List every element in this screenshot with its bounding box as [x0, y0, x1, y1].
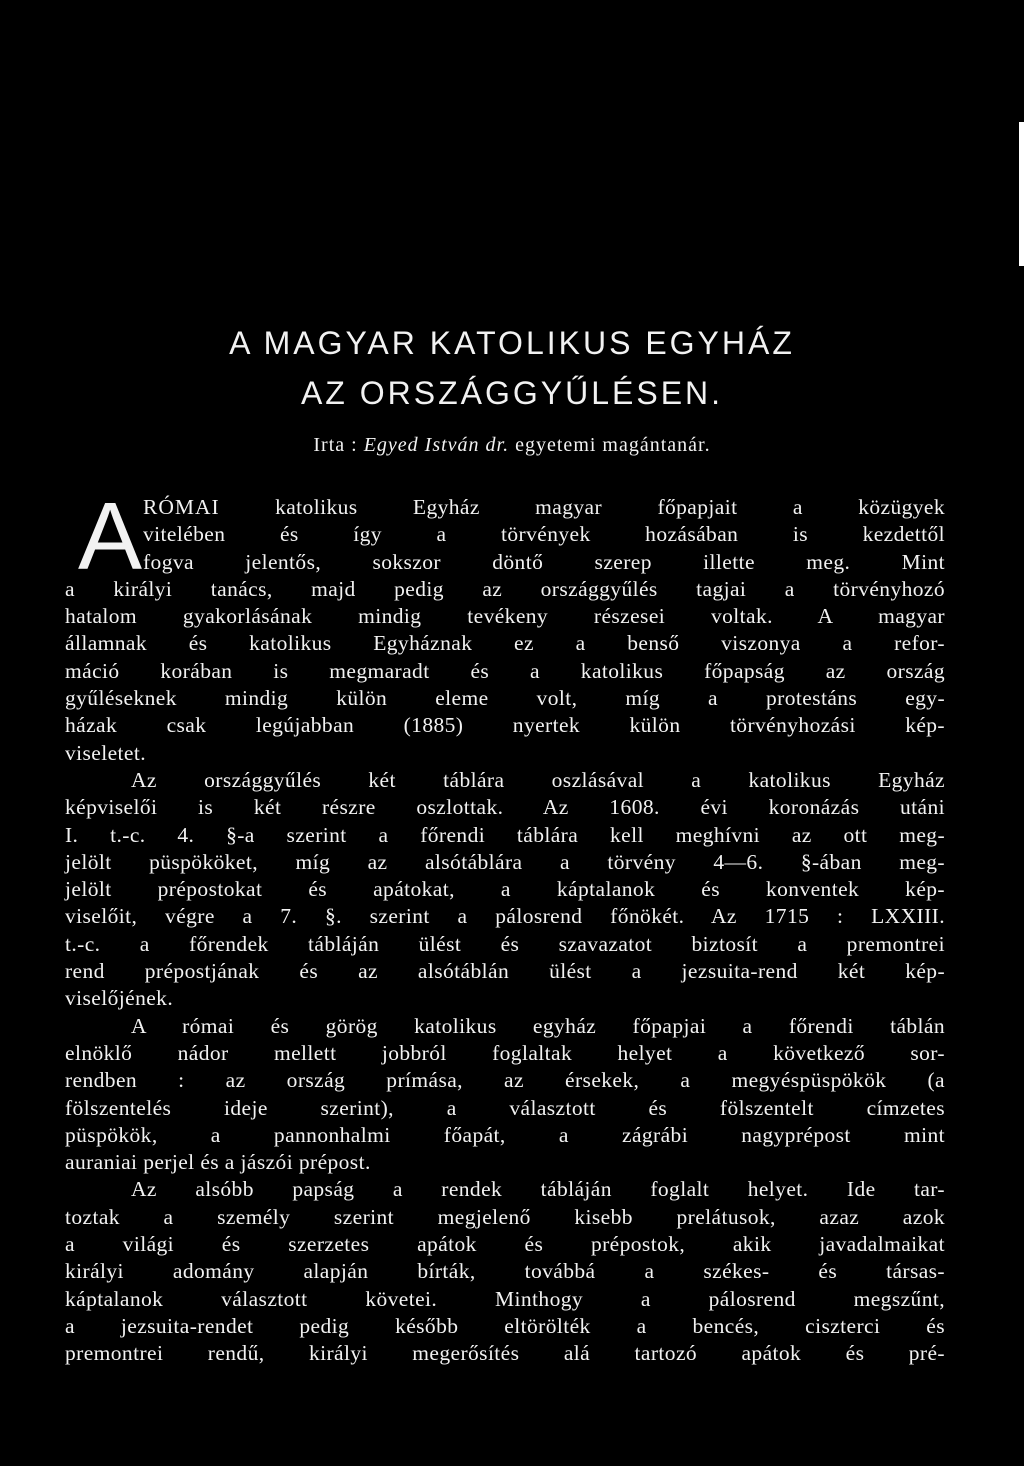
text-line: káptalanok választott követei. Minthogy a pálosrend megszűnt,: [65, 1286, 945, 1311]
text-line: királyi adomány alapján bírták, továbbá a székes- és társas-: [65, 1259, 945, 1284]
text-line: jelölt prépostokat és apátokat, a káptalanok és konventek kép-: [65, 877, 945, 902]
text-line: viselőjének.: [65, 986, 174, 1011]
text-line: jelölt püspököket, míg az alsótáblára a törvény 4—6. §-ában meg-: [65, 849, 945, 874]
text-line: toztak a személy szerint megjelenő kisebb prelátusok, azaz azok: [65, 1204, 945, 1229]
text-line: a királyi tanács, majd pedig az országgyűlés tagjai a törvényhozó: [65, 576, 945, 601]
text-line: viseletet.: [65, 740, 147, 765]
article-body: [65, 483, 945, 1368]
first-line-rest: katolikus Egyház magyar főpapjait a közügyek: [275, 495, 945, 519]
text-line: fölszentelés ideje szerint), a választott és fölszentelt címzetes: [65, 1095, 945, 1120]
text-line: A római és görög katolikus egyház főpapjai a főrendi táblán: [131, 1013, 945, 1038]
text-line: fogva jelentős, sokszor döntő szerep illette meg. Mint: [143, 549, 945, 574]
text-line: Az országgyűlés két táblára oszlásával a katolikus Egyház: [131, 767, 945, 792]
text-line: auraniai perjel és a jászói prépost.: [65, 1150, 371, 1175]
drop-cap: A: [78, 483, 143, 590]
text-line: rend prépostjának és az alsótáblán ülést a jezsuita-rend két kép-: [65, 959, 945, 984]
page-edge-mark: [1019, 122, 1024, 266]
text-line: viselőit, végre a 7. §. szerint a pálosrend főnökét. Az 1715 : LXXIII.: [65, 904, 945, 929]
text-line: vitelében és így a törvények hozásában is kezdettől: [143, 522, 945, 547]
text-line: [65, 494, 945, 521]
first-word: RÓMAI: [143, 495, 220, 519]
article-title: [0, 318, 1024, 418]
title-line-1: A MAGYAR KATOLIKUS EGYHÁZ: [229, 325, 795, 361]
byline-author: Egyed István dr.: [363, 434, 510, 456]
text-line: premontrei rendű, királyi megerősítés alá tartozó apátok és pré-: [65, 1341, 945, 1366]
text-line: I. t.-c. 4. §-a szerint a főrendi táblára kell meghívni az ott meg-: [65, 822, 945, 847]
text-line: házak csak legújabban (1885) nyertek külön törvényhozási kép-: [65, 713, 945, 738]
byline: [0, 434, 1024, 457]
byline-suffix: egyetemi magántanár.: [515, 434, 711, 456]
title-line-2: AZ ORSZÁGGYŰLÉSEN.: [300, 375, 724, 411]
text-line: hatalom gyakorlásának mindig tevékeny részesei voltak. A magyar: [65, 604, 945, 629]
text-line: máció korában is megmaradt és a katolikus főpapság az ország: [65, 658, 945, 683]
text-line: püspökök, a pannonhalmi főapát, a zágrábi nagyprépost mint: [65, 1122, 945, 1147]
text-line: a jezsuita-rendet pedig később eltörölték a bencés, ciszterci és: [65, 1313, 945, 1338]
text-line: gyűléseknek mindig külön eleme volt, míg a protestáns egy-: [65, 686, 945, 711]
text-line: t.-c. a főrendek tábláján ülést és szavazatot biztosít a premontrei: [65, 931, 945, 956]
text-line: államnak és katolikus Egyháznak ez a benső viszonya a refor-: [65, 631, 945, 656]
byline-prefix: Irta :: [313, 434, 358, 456]
text-line: Az alsóbb papság a rendek tábláján foglalt helyet. Ide tar-: [131, 1177, 945, 1202]
text-line: képviselői is két részre oszlottak. Az 1608. évi koronázás utáni: [65, 795, 945, 820]
text-line: rendben : az ország prímása, az érsekek, a megyéspüspökök (a: [65, 1068, 945, 1093]
text-line: a világi és szerzetes apátok és prépostok, akik javadalmaikat: [65, 1232, 945, 1257]
text-line: elnöklő nádor mellett jobbról foglaltak helyet a következő sor-: [65, 1040, 945, 1065]
